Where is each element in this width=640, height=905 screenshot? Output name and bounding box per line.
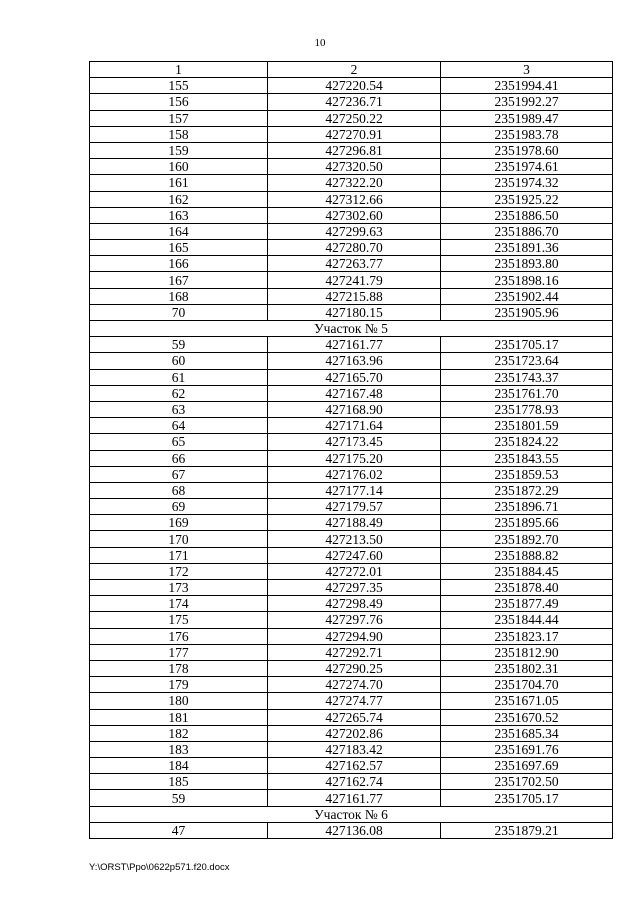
table-cell: 60: [90, 353, 268, 369]
table-cell: 427270.91: [268, 126, 441, 142]
table-row: [90, 822, 613, 838]
table-row: [90, 434, 613, 450]
table-row: [90, 418, 613, 434]
table-row: [90, 337, 613, 353]
table-cell: 184: [90, 758, 268, 774]
table-row: [90, 677, 613, 693]
table-cell: 427272.01: [268, 563, 441, 579]
table-cell: 2351761.70: [441, 385, 613, 401]
table-cell: 427312.66: [268, 191, 441, 207]
table-cell: 427250.22: [268, 110, 441, 126]
table-cell: 159: [90, 142, 268, 158]
table-cell: 427299.63: [268, 223, 441, 239]
table-cell: 185: [90, 774, 268, 790]
table-cell: 183: [90, 741, 268, 757]
table-cell: 177: [90, 644, 268, 660]
table-cell: 427263.77: [268, 256, 441, 272]
column-header: 1: [90, 62, 268, 78]
file-path-footer: Y:\ORST\Ppo\0622p571.f20.docx: [89, 862, 230, 873]
table-cell: 427173.45: [268, 434, 441, 450]
table-cell: 182: [90, 725, 268, 741]
table-cell: 427302.60: [268, 207, 441, 223]
table-cell: 2351812.90: [441, 644, 613, 660]
table-cell: 176: [90, 628, 268, 644]
table-row: [90, 78, 613, 94]
table-cell: 427247.60: [268, 547, 441, 563]
table-cell: 427236.71: [268, 94, 441, 110]
table-cell: 2351697.69: [441, 758, 613, 774]
table-row: [90, 580, 613, 596]
table-cell: 2351978.60: [441, 142, 613, 158]
table-cell: 427177.14: [268, 482, 441, 498]
table-row: [90, 191, 613, 207]
table-row: [90, 612, 613, 628]
column-header: 2: [268, 62, 441, 78]
table-cell: 2351902.44: [441, 288, 613, 304]
table-cell: 174: [90, 596, 268, 612]
table-cell: 427265.74: [268, 709, 441, 725]
table-cell: 67: [90, 466, 268, 482]
coordinates-table-body: [90, 62, 613, 839]
table-cell: 163: [90, 207, 268, 223]
table-cell: 427292.71: [268, 644, 441, 660]
table-cell: 427162.57: [268, 758, 441, 774]
table-cell: 165: [90, 240, 268, 256]
table-cell: 2351723.64: [441, 353, 613, 369]
column-header: 3: [441, 62, 613, 78]
table-cell: 63: [90, 401, 268, 417]
table-cell: 2351974.32: [441, 175, 613, 191]
table-cell: 2351877.49: [441, 596, 613, 612]
table-row: [90, 563, 613, 579]
table-row: [90, 660, 613, 676]
table-row: [90, 142, 613, 158]
table-row: [90, 774, 613, 790]
table-cell: 59: [90, 790, 268, 806]
table-cell: 180: [90, 693, 268, 709]
table-cell: 2351888.82: [441, 547, 613, 563]
table-cell: 171: [90, 547, 268, 563]
table-row: [90, 709, 613, 725]
table-row: [90, 353, 613, 369]
table-row: [90, 499, 613, 515]
table-cell: 2351671.05: [441, 693, 613, 709]
table-row: [90, 515, 613, 531]
table-cell: 2351925.22: [441, 191, 613, 207]
table-cell: 427241.79: [268, 272, 441, 288]
table-cell: 2351685.34: [441, 725, 613, 741]
table-cell: 2351824.22: [441, 434, 613, 450]
table-cell: 59: [90, 337, 268, 353]
section-row: [90, 321, 613, 337]
table-cell: 2351705.17: [441, 790, 613, 806]
table-cell: 2351989.47: [441, 110, 613, 126]
table-cell: 427162.74: [268, 774, 441, 790]
table-row: [90, 223, 613, 239]
table-cell: 2351778.93: [441, 401, 613, 417]
table-row: [90, 369, 613, 385]
table-cell: 2351859.53: [441, 466, 613, 482]
table-cell: 427183.42: [268, 741, 441, 757]
table-cell: 164: [90, 223, 268, 239]
table-cell: 162: [90, 191, 268, 207]
table-cell: 2351843.55: [441, 450, 613, 466]
section-title: Участок № 6: [90, 806, 613, 822]
table-cell: 427213.50: [268, 531, 441, 547]
table-row: [90, 790, 613, 806]
table-cell: 65: [90, 434, 268, 450]
table-cell: 2351992.27: [441, 94, 613, 110]
table-cell: 175: [90, 612, 268, 628]
table-cell: 2351886.50: [441, 207, 613, 223]
table-cell: 2351705.17: [441, 337, 613, 353]
table-row: [90, 304, 613, 320]
table-cell: 427165.70: [268, 369, 441, 385]
table-cell: 427297.35: [268, 580, 441, 596]
table-cell: 169: [90, 515, 268, 531]
table-cell: 427215.88: [268, 288, 441, 304]
table-cell: 170: [90, 531, 268, 547]
table-cell: 70: [90, 304, 268, 320]
table-cell: 2351898.16: [441, 272, 613, 288]
table-row: [90, 159, 613, 175]
table-row: [90, 126, 613, 142]
table-cell: 178: [90, 660, 268, 676]
table-cell: 427188.49: [268, 515, 441, 531]
table-cell: 155: [90, 78, 268, 94]
section-title: Участок № 5: [90, 321, 613, 337]
table-cell: 2351844.44: [441, 612, 613, 628]
table-cell: 2351994.41: [441, 78, 613, 94]
page-number: 10: [314, 37, 326, 49]
table-cell: 427175.20: [268, 450, 441, 466]
table-cell: 427171.64: [268, 418, 441, 434]
table-cell: 2351892.70: [441, 531, 613, 547]
coordinates-table: [89, 61, 613, 839]
table-cell: 2351879.21: [441, 822, 613, 838]
table-row: [90, 741, 613, 757]
table-row: [90, 240, 613, 256]
table-cell: 47: [90, 822, 268, 838]
table-row: [90, 256, 613, 272]
section-row: [90, 806, 613, 822]
table-row: [90, 644, 613, 660]
table-cell: 427168.90: [268, 401, 441, 417]
table-cell: 2351886.70: [441, 223, 613, 239]
table-cell: 2351801.59: [441, 418, 613, 434]
table-row: [90, 94, 613, 110]
table-row: [90, 385, 613, 401]
table-cell: 2351884.45: [441, 563, 613, 579]
table-header-row: [90, 62, 613, 78]
table-cell: 427202.86: [268, 725, 441, 741]
table-cell: 160: [90, 159, 268, 175]
table-cell: 427167.48: [268, 385, 441, 401]
table-cell: 427180.15: [268, 304, 441, 320]
table-cell: 158: [90, 126, 268, 142]
table-cell: 427280.70: [268, 240, 441, 256]
table-cell: 427296.81: [268, 142, 441, 158]
table-cell: 2351893.80: [441, 256, 613, 272]
table-cell: 2351704.70: [441, 677, 613, 693]
table-cell: 179: [90, 677, 268, 693]
table-cell: 427274.70: [268, 677, 441, 693]
table-cell: 69: [90, 499, 268, 515]
table-row: [90, 758, 613, 774]
table-cell: 2351743.37: [441, 369, 613, 385]
table-cell: 172: [90, 563, 268, 579]
table-row: [90, 401, 613, 417]
table-cell: 427320.50: [268, 159, 441, 175]
table-cell: 2351905.96: [441, 304, 613, 320]
table-row: [90, 207, 613, 223]
table-cell: 427161.77: [268, 337, 441, 353]
table-row: [90, 628, 613, 644]
table-cell: 173: [90, 580, 268, 596]
table-row: [90, 482, 613, 498]
table-cell: 427136.08: [268, 822, 441, 838]
table-cell: 427176.02: [268, 466, 441, 482]
table-row: [90, 450, 613, 466]
table-row: [90, 547, 613, 563]
table-cell: 62: [90, 385, 268, 401]
table-cell: 427294.90: [268, 628, 441, 644]
table-cell: 427298.49: [268, 596, 441, 612]
table-cell: 427322.20: [268, 175, 441, 191]
table-cell: 167: [90, 272, 268, 288]
table-cell: 157: [90, 110, 268, 126]
table-cell: 2351802.31: [441, 660, 613, 676]
table-cell: 2351702.50: [441, 774, 613, 790]
table-row: [90, 175, 613, 191]
table-cell: 427290.25: [268, 660, 441, 676]
table-cell: 2351691.76: [441, 741, 613, 757]
table-row: [90, 725, 613, 741]
table-cell: 2351872.29: [441, 482, 613, 498]
table-cell: 2351896.71: [441, 499, 613, 515]
table-row: [90, 693, 613, 709]
table-cell: 427220.54: [268, 78, 441, 94]
table-cell: 2351878.40: [441, 580, 613, 596]
table-cell: 2351670.52: [441, 709, 613, 725]
table-cell: 61: [90, 369, 268, 385]
table-cell: 156: [90, 94, 268, 110]
table-cell: 161: [90, 175, 268, 191]
table-cell: 427297.76: [268, 612, 441, 628]
table-cell: 66: [90, 450, 268, 466]
table-cell: 427274.77: [268, 693, 441, 709]
table-cell: 181: [90, 709, 268, 725]
table-cell: 2351974.61: [441, 159, 613, 175]
table-row: [90, 110, 613, 126]
table-cell: 2351895.66: [441, 515, 613, 531]
table-cell: 427179.57: [268, 499, 441, 515]
table-row: [90, 272, 613, 288]
table-cell: 64: [90, 418, 268, 434]
table-cell: 2351823.17: [441, 628, 613, 644]
table-cell: 2351983.78: [441, 126, 613, 142]
table-cell: 2351891.36: [441, 240, 613, 256]
table-cell: 166: [90, 256, 268, 272]
table-cell: 168: [90, 288, 268, 304]
table-cell: 427161.77: [268, 790, 441, 806]
table-row: [90, 596, 613, 612]
table-cell: 427163.96: [268, 353, 441, 369]
table-cell: 68: [90, 482, 268, 498]
table-row: [90, 531, 613, 547]
table-row: [90, 466, 613, 482]
table-row: [90, 288, 613, 304]
